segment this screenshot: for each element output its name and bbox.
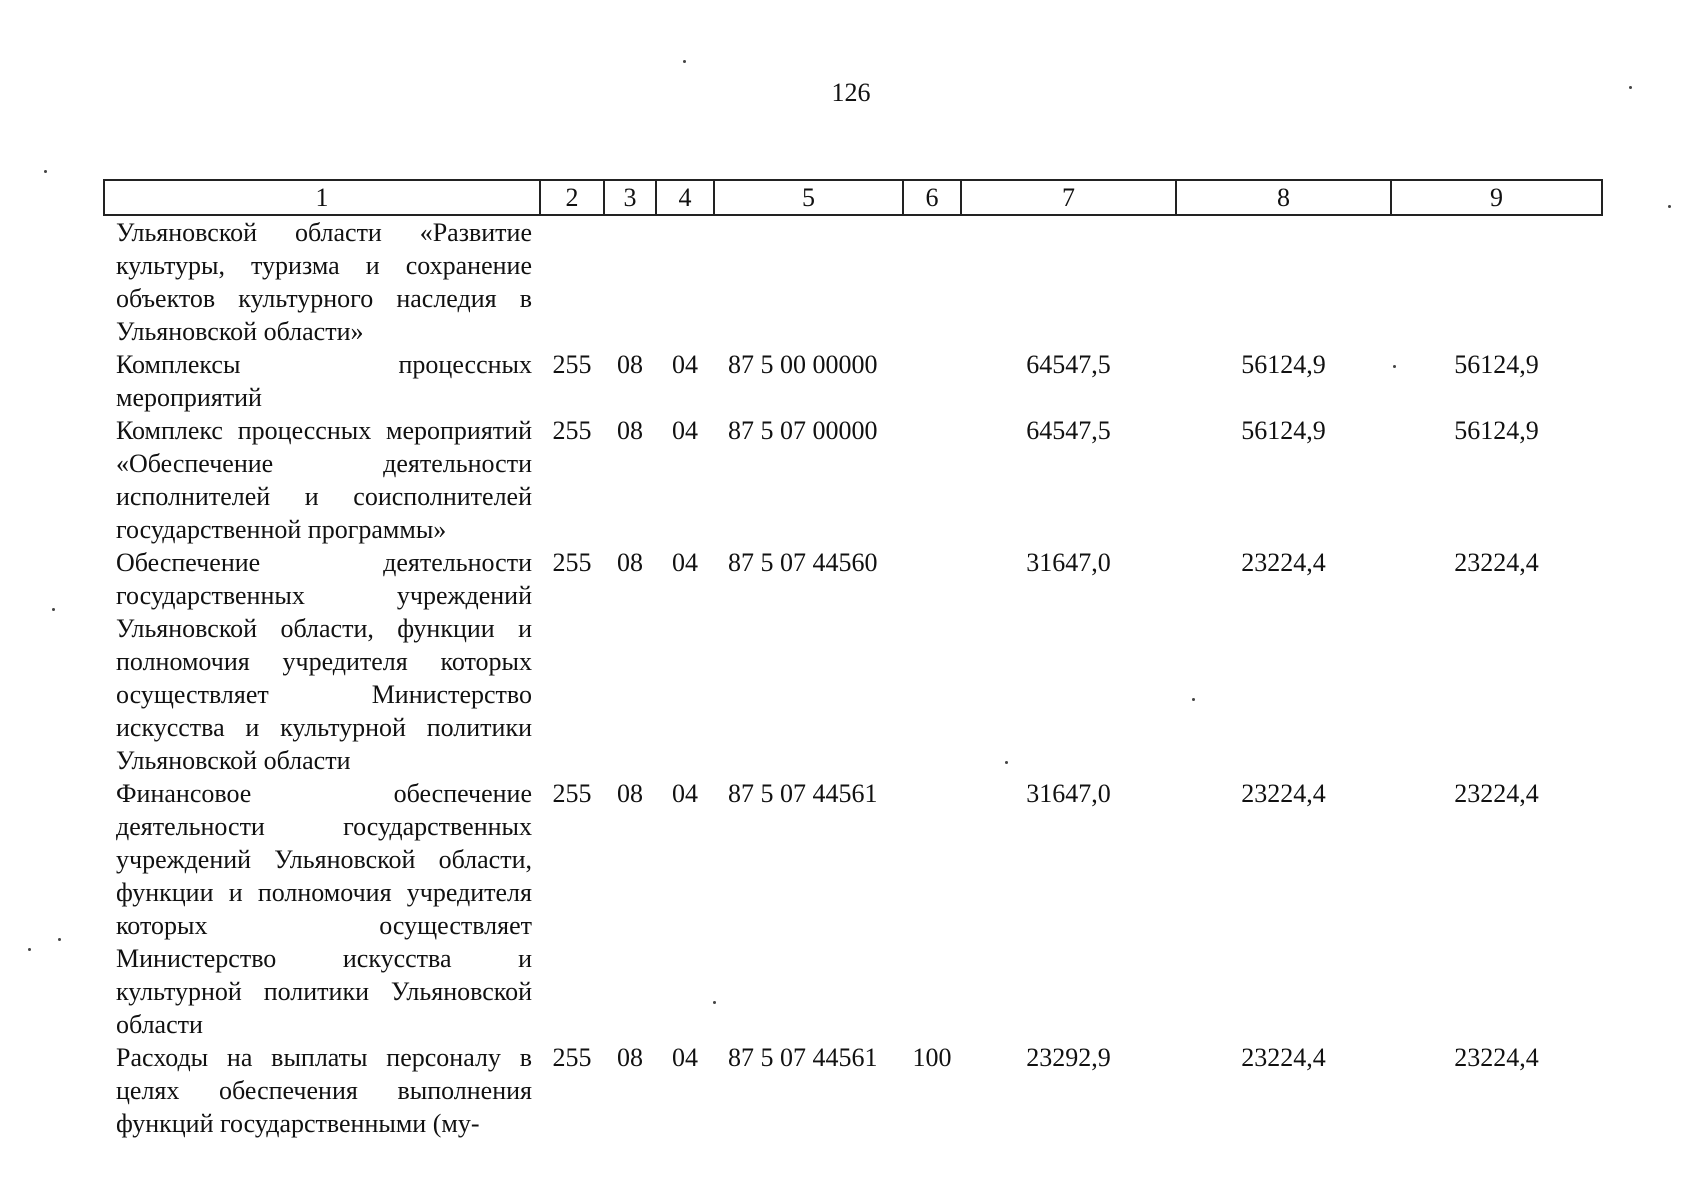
row-name: Обеспечение деятельности государственных учреждений Ульяновской области, функции и полномочия учредителя которых осуществляет Министерство искусства и культурной политики Ульяновской области (116, 548, 532, 775)
cell-amount-col8: 23224,4 (1241, 1043, 1326, 1072)
cell-section: 08 (617, 350, 643, 379)
cell-amount-col9: 23224,4 (1454, 779, 1539, 808)
cell-target-article: 87 5 07 44561 (728, 779, 878, 808)
table-row (104, 546, 1602, 777)
row-name: Комплекс процессных мероприятий «Обеспечение деятельности исполнителей и соисполнителей государственной программы» (116, 416, 532, 544)
scan-speck (44, 170, 47, 173)
cell-subsection: 04 (672, 548, 698, 577)
column-header-3: 3 (604, 180, 656, 215)
cell-target-article: 87 5 07 44560 (728, 548, 878, 577)
column-header-7: 7 (961, 180, 1176, 215)
cell-amount-col7: 23292,9 (1026, 1043, 1111, 1072)
scan-speck (28, 948, 31, 951)
cell-amount-col8 (1176, 215, 1391, 348)
cell-amount-col7 (961, 215, 1176, 348)
scan-speck (1393, 365, 1396, 368)
cell-amount-col9: 23224,4 (1454, 1043, 1539, 1072)
cell-subsection: 04 (672, 416, 698, 445)
table-row (104, 1041, 1602, 1140)
cell-expense-type (903, 777, 961, 1041)
cell-amount-col8: 56124,9 (1241, 350, 1326, 379)
cell-ministry-code (540, 215, 604, 348)
scan-speck (52, 608, 55, 611)
scan-speck (1005, 761, 1008, 764)
cell-expense-type (903, 348, 961, 414)
cell-amount-col7: 64547,5 (1026, 350, 1111, 379)
cell-target-article: 87 5 00 00000 (728, 350, 878, 379)
cell-section: 08 (617, 416, 643, 445)
cell-amount-col7: 64547,5 (1026, 416, 1111, 445)
scan-speck (683, 60, 686, 63)
cell-subsection: 04 (672, 779, 698, 808)
cell-ministry-code: 255 (552, 350, 592, 379)
column-header-4: 4 (656, 180, 714, 215)
column-header-8: 8 (1176, 180, 1391, 215)
row-name: Расходы на выплаты персоналу в целях обеспечения выполнения функций государственными (му- (116, 1043, 532, 1138)
row-name: Комплексы процессных мероприятий (116, 350, 532, 412)
cell-section: 08 (617, 1043, 643, 1072)
cell-target-article (714, 215, 903, 348)
cell-target-article: 87 5 07 44561 (728, 1043, 878, 1072)
cell-ministry-code: 255 (552, 779, 592, 808)
cell-target-article: 87 5 07 00000 (728, 416, 878, 445)
column-header-1: 1 (104, 180, 540, 215)
cell-subsection: 04 (672, 1043, 698, 1072)
cell-subsection: 04 (672, 350, 698, 379)
row-name: Ульяновской области «Развитие культуры, туризма и сохранение объектов культурного наследия в Ульяновской области» (116, 218, 532, 346)
cell-ministry-code: 255 (552, 1043, 592, 1072)
scan-speck (713, 1001, 716, 1004)
cell-section: 08 (617, 779, 643, 808)
cell-section (604, 215, 656, 348)
table-row (104, 777, 1602, 1041)
table-row (104, 414, 1602, 546)
scan-speck (58, 938, 61, 941)
column-header-5: 5 (714, 180, 903, 215)
budget-table (103, 179, 1603, 1140)
cell-amount-col7: 31647,0 (1026, 779, 1111, 808)
column-header-9: 9 (1391, 180, 1602, 215)
cell-amount-col9: 56124,9 (1454, 416, 1539, 445)
cell-subsection (656, 215, 714, 348)
page-number: 126 (831, 78, 871, 107)
cell-expense-type: 100 (912, 1043, 952, 1072)
column-header-6: 6 (903, 180, 961, 215)
scan-speck (1192, 698, 1195, 701)
cell-amount-col9 (1391, 215, 1602, 348)
scan-speck (1668, 205, 1671, 208)
table-row (104, 215, 1602, 348)
cell-amount-col9: 56124,9 (1454, 350, 1539, 379)
cell-expense-type (903, 215, 961, 348)
header-row (104, 180, 1602, 215)
cell-amount-col8: 56124,9 (1241, 416, 1326, 445)
cell-amount-col9: 23224,4 (1454, 548, 1539, 577)
cell-amount-col7: 31647,0 (1026, 548, 1111, 577)
cell-amount-col8: 23224,4 (1241, 548, 1326, 577)
cell-expense-type (903, 414, 961, 546)
cell-expense-type (903, 546, 961, 777)
cell-ministry-code: 255 (552, 548, 592, 577)
cell-amount-col8: 23224,4 (1241, 779, 1326, 808)
row-name: Финансовое обеспечение деятельности государственных учреждений Ульяновской области, функции и полномочия учредителя которых осуществляет Министерство искусства и культурной политики Ульяновской области (116, 779, 532, 1039)
column-header-2: 2 (540, 180, 604, 215)
cell-ministry-code: 255 (552, 416, 592, 445)
scan-speck (1629, 86, 1632, 89)
cell-section: 08 (617, 548, 643, 577)
table-row (104, 348, 1602, 414)
